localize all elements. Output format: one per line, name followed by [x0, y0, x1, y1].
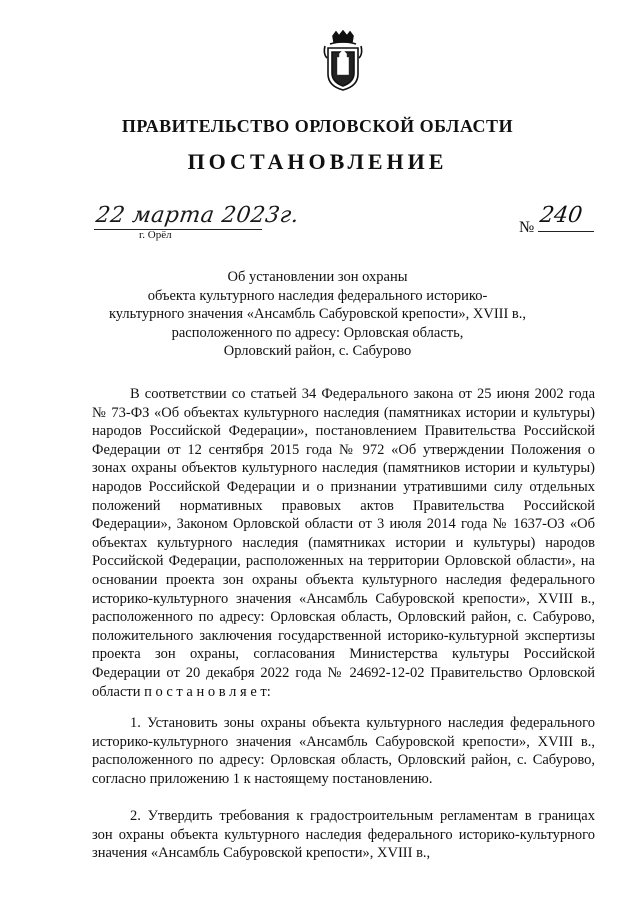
- preamble-paragraph: [92, 385, 595, 701]
- handwritten-date: 22 марта 2023г.: [94, 203, 301, 228]
- decree-word: п о с т а н о в л я е т:: [144, 683, 271, 700]
- item-2-text: 2. Утвердить требования к градостроительным регламентам в границах зон охраны объекта культурного наследия федерального историко-культурного значения «Ансамбль Сабуровской крепости», XVIII в.,: [92, 808, 595, 862]
- item-1-paragraph: [92, 714, 595, 788]
- document-subject: [100, 268, 535, 361]
- government-title: ПРАВИТЕЛЬСТВО ОРЛОВСКОЙ ОБЛАСТИ: [121, 116, 514, 136]
- subject-line: культурного значения «Ансамбль Сабуровской крепости», XVIII в.,: [108, 306, 527, 322]
- number-prefix: №: [519, 219, 535, 236]
- city-label: г. Орёл: [139, 229, 172, 241]
- item-1-text: 1. Установить зоны охраны объекта культурного наследия федерального историко-культурного значения «Ансамбль Сабуровской крепости», XVIII в., расположенного по адресу: Орловская область, Орловский район, с. Сабурово, согласно приложению 1 к настоящему постановлению.: [92, 715, 595, 787]
- coat-of-arms-emblem: [319, 30, 367, 92]
- item-2-paragraph: [92, 807, 595, 863]
- handwritten-number: 240: [538, 203, 584, 228]
- subject-line: Об установлении зон охраны: [227, 269, 408, 285]
- document-type-title: ПОСТАНОВЛЕНИЕ: [187, 149, 448, 174]
- subject-line: Орловский район, с. Сабурово: [223, 343, 412, 359]
- subject-line: расположенного по адресу: Орловская область,: [171, 324, 464, 341]
- preamble-text: В соответствии со статьей 34 Федерального закона от 25 июня 2002 года № 73-ФЗ «Об объектах культурного наследия (памятниках истории и культуры) народов Российской Федерации», постановлением Правительства Российской Федерации от 12 сентября 2015 года № 972 «Об утверждении Положения о зонах охраны объектов культурного наследия (памятников истории и культуры) народов Российской Федерации и о признании утратившими силу отдельных положений нормативных правовых актов Правительства Российской Федерации», Законом Орловской области от 3 июля 2014 года № 1637-ОЗ «Об объектах культурного наследия (памятниках истории и культуры) народов Российской Федерации, расположенных на территории Орловской области», на основании проекта зон охраны объекта культурного наследия федерального историко-культурного значения «Ансамбль Сабуровской крепости», XVIII в., расположенного по адресу: Орловская область, Орловский район, с. Сабурово, положительного заключения государственной историко-культурной экспертизы проекта зон охраны, согласования Министерства культуры Российской Федерации от 20 декабря 2022 года № 24692-12-02 Правительство Орловской области: [92, 386, 595, 700]
- subject-line: объекта культурного наследия федерального историко-: [147, 287, 488, 304]
